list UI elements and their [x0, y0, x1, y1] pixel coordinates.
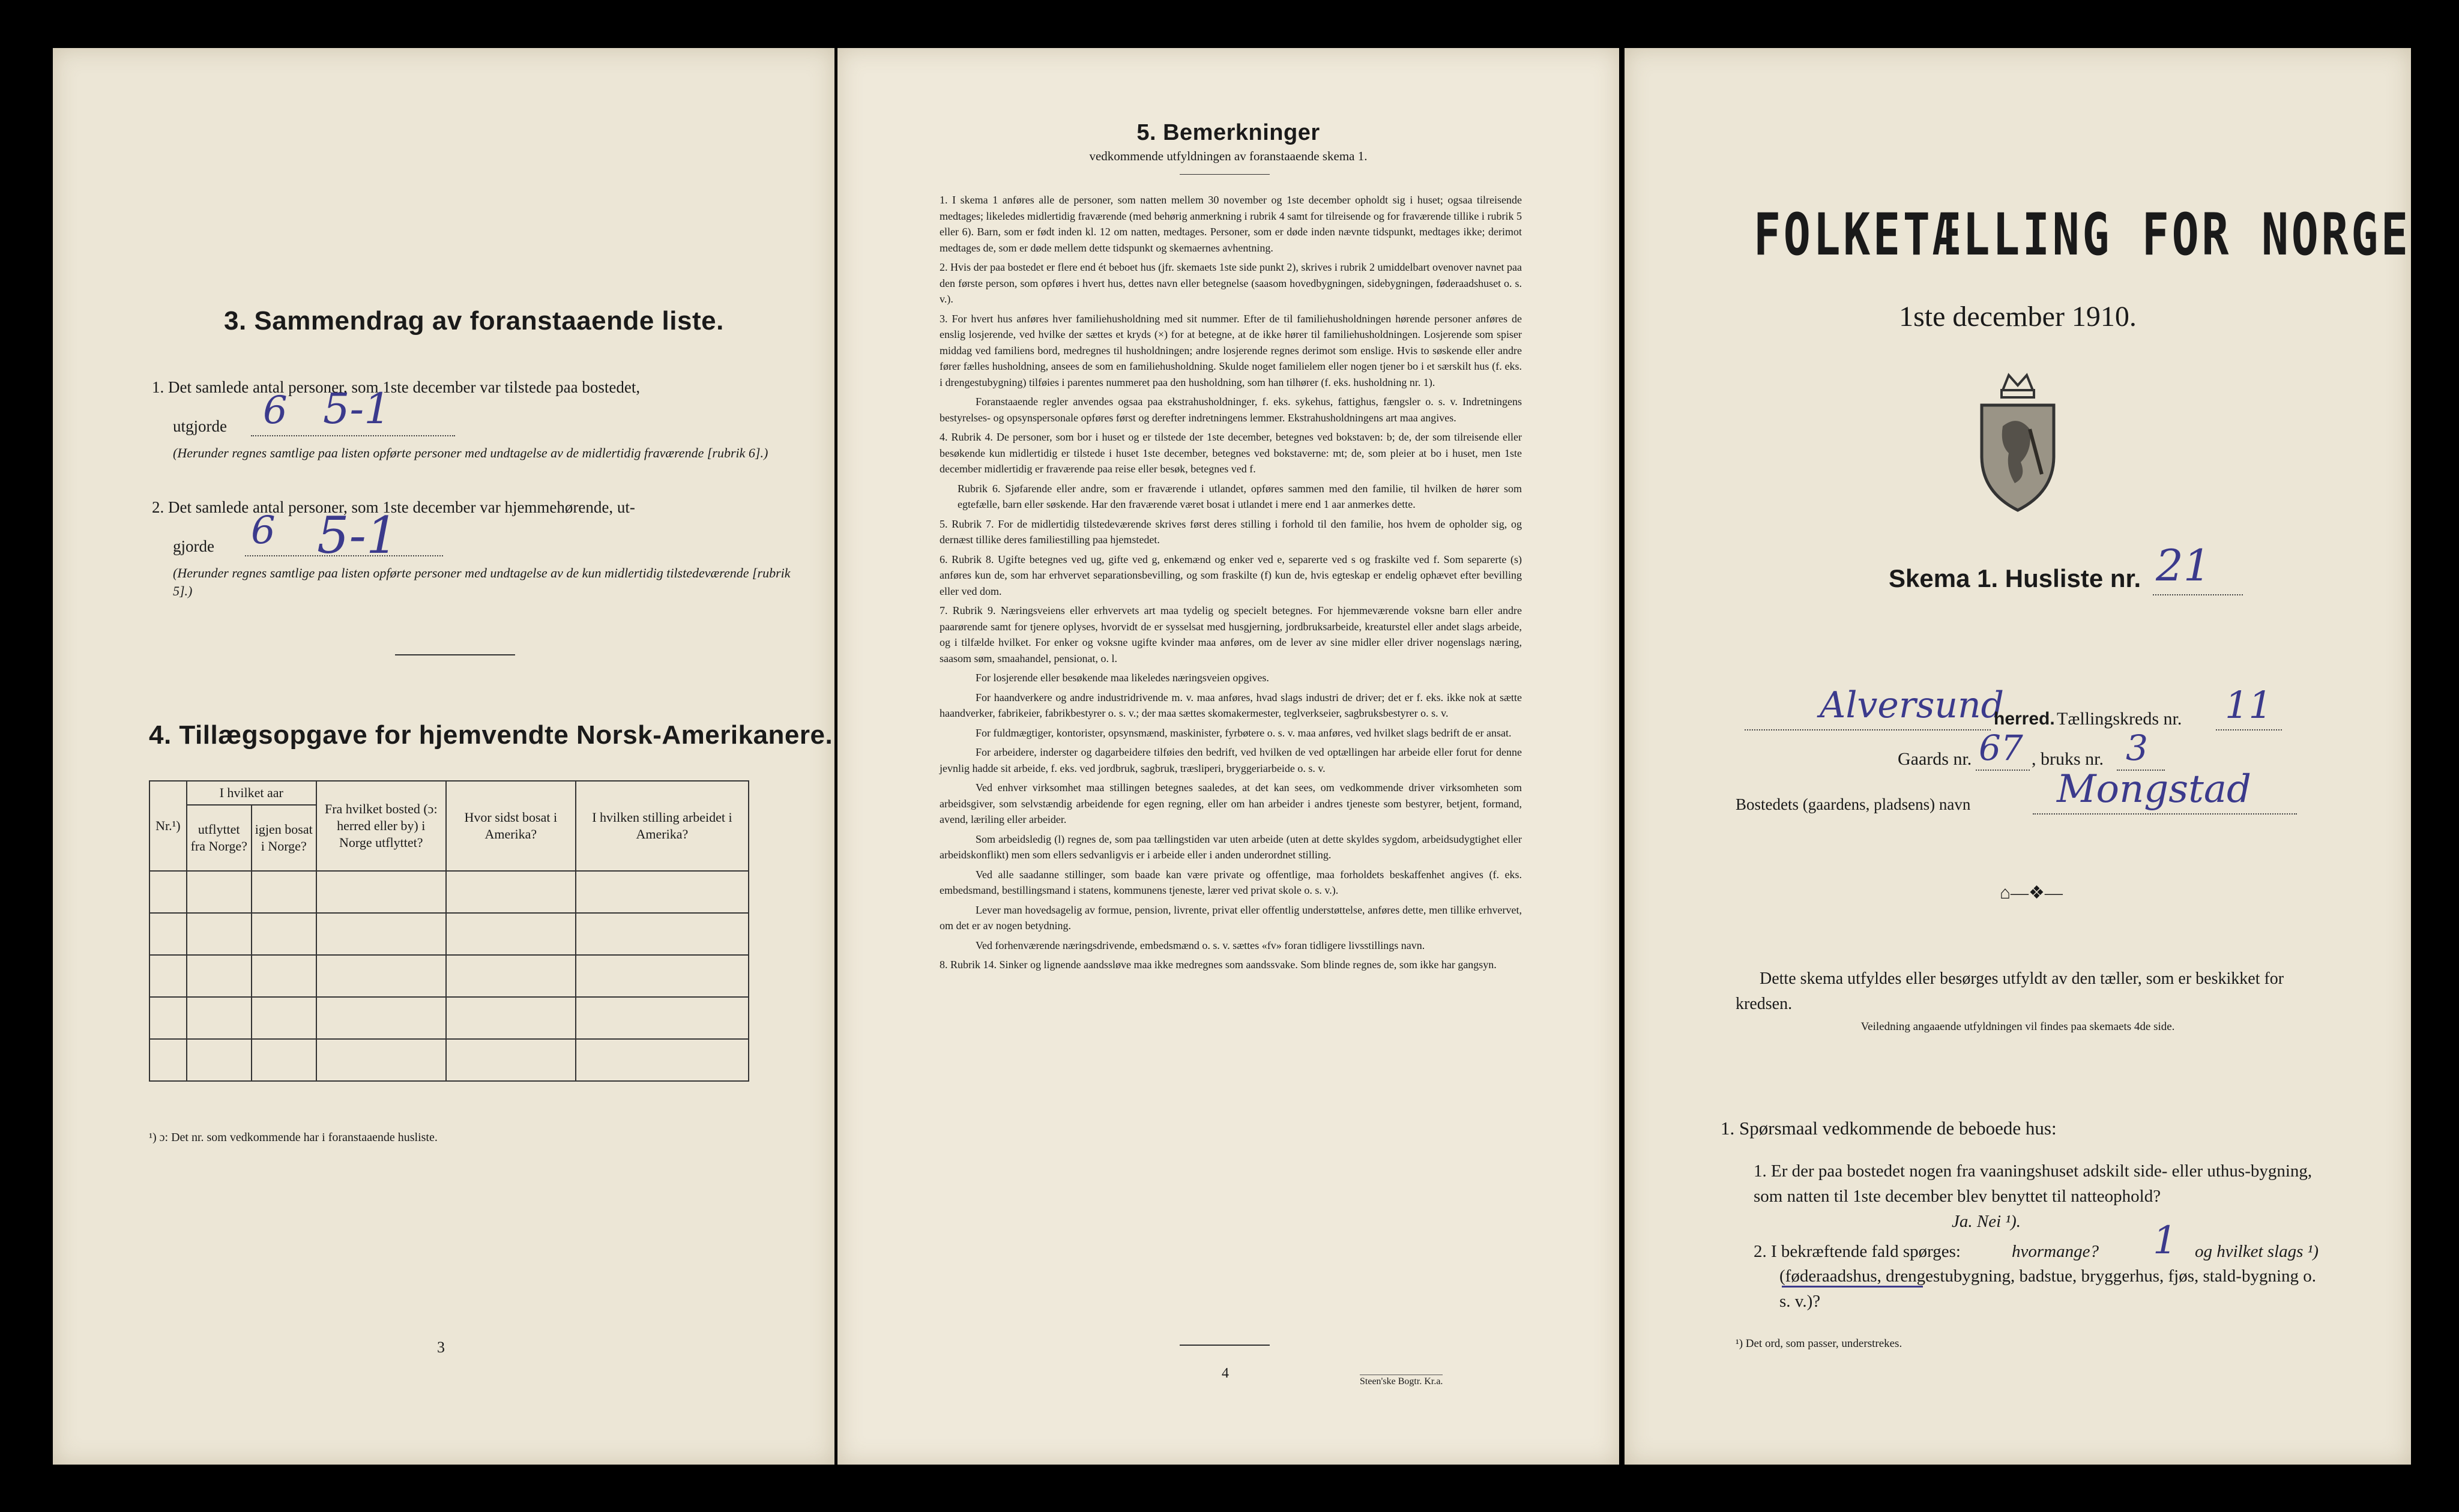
table-row — [149, 955, 749, 997]
col-from: Fra hvilket bosted (ɔ: herred eller by) i Norge utflyttet? — [316, 781, 446, 871]
bosted-label: Bostedets (gaardens, pladsens) navn — [1736, 795, 1971, 813]
divider — [395, 654, 515, 655]
bruks-label: , bruks nr. — [2032, 749, 2104, 769]
right-page — [1625, 48, 2411, 1465]
page-number: 3 — [437, 1339, 445, 1356]
remark-paragraph: For fuldmægtiger, kontorister, opsynsmænd, maskinister, fyrbøtere o. s. v. maa anføres, ved hvilket slags bedrift de er ansat. — [976, 726, 1512, 739]
question-2-b: hvormange? — [2012, 1242, 2099, 1261]
gaards-label: Gaards nr. — [1898, 749, 1972, 769]
item-2-note: (Herunder regnes samtlige paa listen opførte personer med undtagelse av de kun midlertidig tilstedeværende [rubrik 5].) — [173, 565, 791, 598]
item-2-field — [245, 506, 443, 565]
middle-page — [837, 48, 1619, 1465]
page-number: 4 — [1222, 1366, 1229, 1381]
remarks-subtitle: vedkommende utfyldningen av foranstaaende skema 1. — [1089, 149, 1368, 163]
instruction-text: Dette skema utfyldes eller besørges utfyldt av den tæller, som er beskikket for kredsen. — [1736, 969, 2284, 1013]
question-2-c: og hvilket slags ¹) — [2195, 1242, 2319, 1261]
remark-paragraph: 7. Rubrik 9. Næringsveiens eller erhvervets art maa tydelig og specielt betegnes. For hjemmeværende voksne barn eller andre paarørende samt for tjenere oplyses, hvorvidt de er sysselsat med husgjerning, jordbruksarbeide, kreaturstel eller andet slags arbeide, og i tilfælde hvilket. For enker og voksne ugifte kvinder maa anføres, om de lever av sine midler eller driver nogenslags næring, saasom søm, smaahandel, pensionat, o. l. — [940, 604, 1522, 664]
krets-label: Tællingskreds nr. — [2057, 709, 2182, 729]
printer-imprint: Steen'ske Bogtr. Kr.a. — [1360, 1375, 1443, 1387]
divider — [1180, 1345, 1270, 1346]
bosted-field — [2033, 767, 2297, 815]
item-1-value: 6 — [263, 388, 288, 433]
item-1-field — [251, 384, 455, 436]
census-title: FOLKETÆLLING FOR NORGE — [1754, 201, 2411, 268]
instruction-small: Veiledning angaaende utfyldningen vil findes paa skemaets 4de side. — [1860, 1020, 2175, 1033]
item-2-prefix: gjorde — [173, 537, 214, 555]
census-date: 1ste december 1910. — [1899, 301, 2137, 333]
right-footnote: ¹) Det ord, som passer, understrekes. — [1736, 1337, 1902, 1350]
bruks-value: 3 — [2126, 727, 2148, 768]
remark-paragraph: Ved enhver virksomhet maa stillingen betegnes saaledes, at det kan sees, om vedkommende driver virksomheten som arbeidsgiver, som selvstændig arbeidende for egen regning, eller om han arbeider i andres tjeneste som bestyrer, betjent, formand, avend, læriling eller arbeider. — [940, 782, 1522, 825]
gaards-field — [1976, 727, 2030, 771]
col-year-out: utflyttet fra Norge? — [187, 805, 252, 871]
question-2-d: (føderaadshus, drengestubygning, badstue, bryggerhus, fjøs, stald-bygning o. s. v.)? — [1779, 1267, 2317, 1311]
remark-paragraph: 5. Rubrik 7. For de midlertidig tilstedeværende skrives først deres stilling i forhold til den familie, hos hvem de opholder sig, og dernæst tillike deres familiestilling paa hjemstedet. — [940, 517, 1522, 546]
gaards-value: 67 — [1979, 727, 2023, 768]
krets-value: 11 — [2225, 683, 2272, 727]
remark-paragraph: 2. Hvis der paa bostedet er flere end ét beboet hus (jfr. skemaets 1ste side punkt 2), skrives i rubrik 2 umiddelbart ovenover navnet paa den første person, som opføres i hvert hus, dettes navn eller betegnelse (saasom hovedbygningen, sidebygningen, føderaadshuset o. s. v.). — [940, 261, 1522, 305]
question-1-answer: Ja. Nei ¹). — [1952, 1212, 2021, 1231]
item-2-handwriting: 5-1 — [317, 506, 399, 565]
herred-label: herred. — [1994, 709, 2055, 729]
ornament-icon: ⌂—❖— — [2000, 883, 2063, 903]
col-year-group: I hvilket aar — [187, 781, 316, 805]
norsk-amerikanere-table — [149, 780, 749, 1082]
item-1-text: 1. Det samlede antal personer, som 1ste december var tilstede paa bostedet, — [152, 378, 641, 396]
remark-paragraph: 4. Rubrik 4. De personer, som bor i huset og er tilstede der 1ste december, betegnes ved bokstaven: b; de, der som tilreisende eller besøkende kun midlertidig er tilstede i huset 1ste december, betegnes ved bokstaverne: mt; de, som pleier at bo i huset, men 1ste december midlertidig er fraværende paa reise eller besøk, betegnes ved f. — [940, 431, 1522, 475]
item-2-text: 2. Det samlede antal personer, som 1ste december var hjemmehørende, ut- — [152, 498, 635, 516]
remarks-title: 5. Bemerkninger — [1136, 120, 1320, 145]
remarks-body — [940, 192, 1522, 977]
bosted-value: Mongstad — [2057, 767, 2251, 812]
questions-title: 1. Spørsmaal vedkommende de beboede hus: — [1721, 1118, 2057, 1139]
herred-field — [1745, 684, 2005, 730]
col-where: Hvor sidst bosat i Amerika? — [446, 781, 576, 871]
remark-paragraph: For haandverkere og andre industridrivende m. v. maa anføres, hvad slags industri de driver; det er f. eks. ikke nok at sætte haandverker, fabrikeier, fabrikbestyrer o. s. v.; der maa sættes skomakermester, teglverkseier, sagbruksbestyrer o. s. v. — [940, 691, 1522, 719]
question-1: 1. Er der paa bostedet nogen fra vaaningshuset adskilt side- eller uthus-bygning, som natten til 1ste december blev benyttet til natteophold? — [1754, 1161, 2313, 1206]
remark-paragraph: Ved forhenværende næringsdrivende, embedsmænd o. s. v. sættes «fv» foran tidligere livsstillings navn. — [976, 939, 1425, 951]
col-year-back: igjen bosat i Norge? — [252, 805, 316, 871]
remark-paragraph: 3. For hvert hus anføres hver familiehusholdning med sit nummer. Efter de til familiehusholdningen hørende personer anføres de enslig losjerende, ved hvilke der sættes et kryds (×) for at betegne, at de ikke hører til familiehusholdningen. Losjerende som spiser middag ved familiens bord, medregnes til husholdningen; andre losjerende regnes derimot som enslige. Hvis to søskende eller andre fører fælles husholdning, ansees de som en familiehusholdning. Skulde noget familielem eller nogen tjener bo i et særskilt hus (f. eks. i drengestubygning) tilføies i parentes nummeret paa den husholdning, som han tilhører (f. eks. husholdning nr. 1). — [940, 312, 1522, 388]
remark-paragraph: Foranstaaende regler anvendes ogsaa paa ekstrahusholdninger, f. eks. sykehus, fattighus, fængsler o. s. v. Indretningens bestyrelses- og opsynspersonale opføres først og derefter indretningens lemmer. Ekstrahusholdningens art maa angives. — [940, 396, 1522, 424]
section-3-title: 3. Sammendrag av foranstaaende liste. — [224, 306, 724, 336]
krets-field — [2216, 683, 2282, 730]
question-2-a: 2. I bekræftende fald spørges: — [1754, 1242, 1961, 1261]
remark-paragraph: Rubrik 6. Sjøfarende eller andre, som er fraværende i utlandet, opføres sammen med den familie, til hvilken de hører som egtefælle, barn eller søskende. Har den fraværende været bosat i utlandet i mere end 1 aar anmerkes dette. — [958, 482, 1522, 510]
item-1-handwriting: 5-1 — [323, 384, 391, 433]
remark-paragraph: 6. Rubrik 8. Ugifte betegnes ved ug, gifte ved g, enkemænd og enker ved e, separerte ved s og fraskilte ved f. Som separerte (s) anføres kun de, som har erhvervet separationsbevilling, og som fraskilte (f) kun de, hvis egteskap er endelig ophævet efter bevilling eller ved dom. — [940, 553, 1522, 597]
item-1-prefix: utgjorde — [173, 417, 227, 435]
left-page — [53, 48, 834, 1465]
col-nr: Nr.¹) — [149, 781, 187, 871]
husliste-number: 21 — [2156, 540, 2211, 591]
section-4-title: 4. Tillægsopgave for hjemvendte Norsk-Amerikanere. — [149, 720, 833, 750]
col-position: I hvilken stilling arbeidet i Amerika? — [576, 781, 749, 871]
remark-paragraph: For arbeidere, inderster og dagarbeidere tilføies den bedrift, ved hvilken de ved optællingen har arbeide eller forut for denne jevnlig hadde sit arbeide, f. eks. ved jordbruk, sagbruk, træsliperi, bryggeriarbeide o. s. v. — [940, 746, 1522, 774]
remark-paragraph: 8. Rubrik 14. Sinker og lignende aandssløve maa ikke medregnes som aandssvake. Som blinde regnes de, som ikke har gangsyn. — [940, 959, 1497, 971]
table-row — [149, 1039, 749, 1081]
herred-value: Alversund — [1820, 684, 2005, 726]
divider — [1180, 174, 1270, 175]
table-row — [149, 913, 749, 955]
answer-underline — [1782, 1286, 1923, 1288]
bruks-field — [2117, 727, 2165, 771]
table-row — [149, 997, 749, 1039]
remark-paragraph: Som arbeidsledig (l) regnes de, som paa tællingstiden var uten arbeide (uten at dette skyldes sygdom, arbeidsudygtighet eller arbeidskonflikt) men som ellers sedvanligvis er i arbeide eller i anden underordnet stilling. — [940, 833, 1522, 861]
remark-paragraph: Ved alle saadanne stillinger, som baade kan være private og offentlige, maa forholdets beskaffenhet angives (f. eks. embedsmand, bestillingsmand i statens, kommunens tjeneste, lærer ved privat skole o. s. v.). — [940, 868, 1522, 896]
table-row — [149, 871, 749, 913]
remark-paragraph: For losjerende eller besøkende maa likeledes næringsveien opgives. — [976, 672, 1269, 684]
schema-label: Skema 1. Husliste nr. — [1889, 564, 2141, 592]
question-2-handwriting: 1 — [2153, 1218, 2177, 1263]
table-footnote: ¹) ɔ: Det nr. som vedkommende har i foranstaaende husliste. — [149, 1131, 438, 1144]
remark-paragraph: Lever man hovedsagelig av formue, pension, livrente, privat eller offentlig understøttelse, anføres dette, men tillike erhvervet, om det er av nogen betydning. — [940, 903, 1522, 932]
coat-of-arms-icon — [1973, 372, 2063, 516]
remark-paragraph: 1. I skema 1 anføres alle de personer, som natten mellem 30 november og 1ste december opholdt sig i huset; ogsaa tilreisende medtages; likeledes midlertidig fraværende (med behørig anmerkning i rubrik 4 samt for tilreisende og for fraværende tillike i rubrik 5 eller 6). Barn, som er født inden kl. 12 om natten, medtages. Personer, som er døde inden nævnte tidspunkt, medtages ikke; derimot medtages de, som er døde mellem dette tidspunkt og skemaernes avhentning. — [940, 194, 1522, 254]
item-1-note: (Herunder regnes samtlige paa listen opførte personer med undtagelse av de midlertidig fraværende [rubrik 6].) — [173, 445, 768, 460]
husliste-field — [2153, 594, 2243, 595]
item-2-value: 6 — [251, 508, 276, 553]
